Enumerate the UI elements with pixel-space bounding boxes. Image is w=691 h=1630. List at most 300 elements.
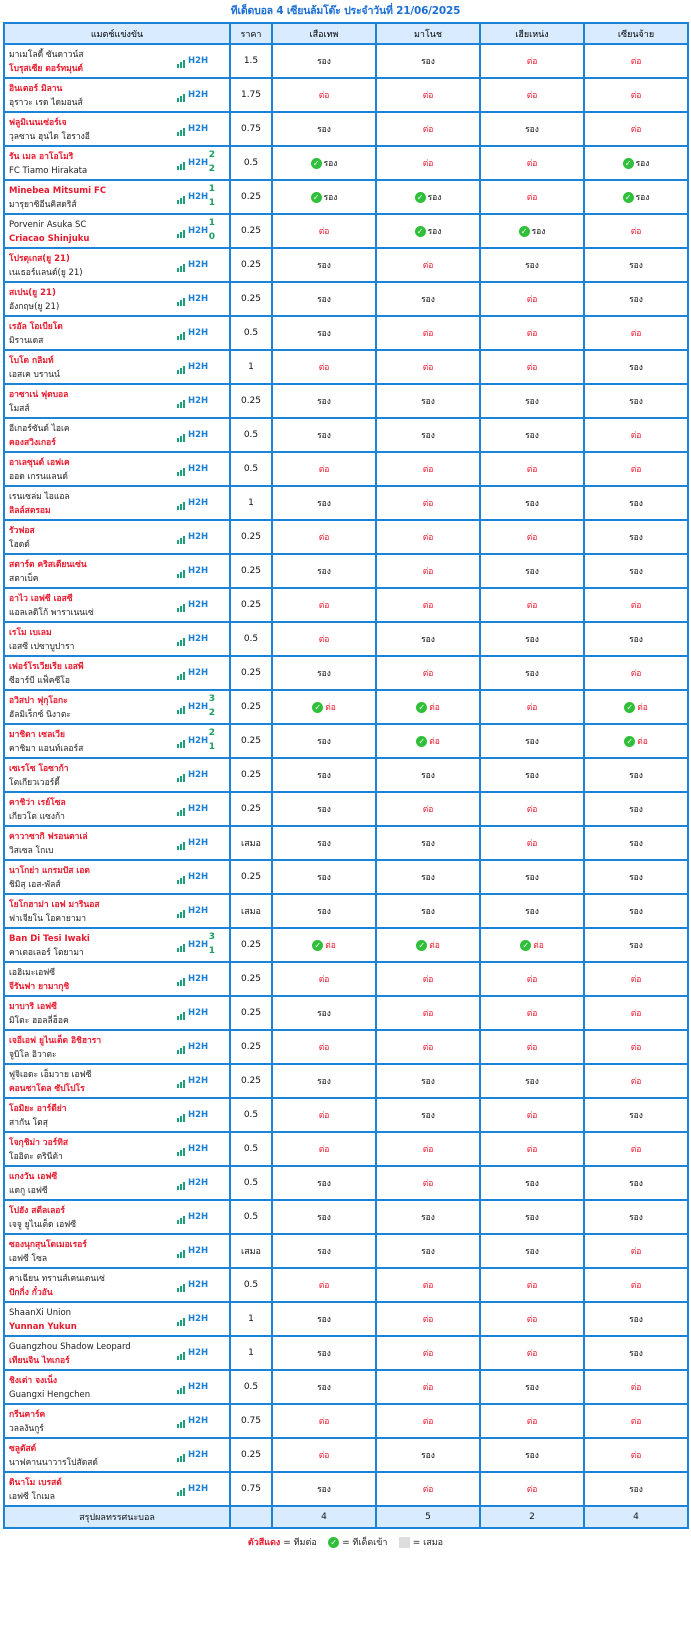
match-cell [4, 418, 230, 452]
pick-cell [376, 1268, 480, 1302]
away-team[interactable]: เอสเค บรานน์ [9, 370, 60, 380]
h2h-link[interactable] [177, 258, 208, 272]
away-team[interactable]: จีรันฟา ยามากุชิ [9, 982, 70, 992]
away-team[interactable]: โตเกียวเวอร์ดี้ [9, 778, 60, 788]
price-cell: 0.5 [230, 1268, 272, 1302]
home-team[interactable]: Minebea Mitsumi FC [9, 186, 107, 196]
check-circle-icon: ✓ [328, 1537, 339, 1548]
h2h-link[interactable] [177, 1074, 208, 1088]
home-team[interactable]: เฟอร์โรเวียเรีย เอสพี [9, 662, 84, 672]
h2h-link[interactable] [177, 1448, 208, 1462]
pick-value: รอง [525, 1179, 539, 1189]
h2h-link[interactable] [177, 904, 208, 918]
pick-cell [376, 44, 480, 78]
away-team[interactable]: วิสเซล โกเบ [9, 846, 54, 856]
h2h-link[interactable] [177, 1244, 208, 1258]
away-team[interactable]: แอลเลดิโก้ พาราเนนเซ่ [9, 608, 94, 618]
pick-cell [376, 758, 480, 792]
away-team[interactable]: จูบิโล อิวาตะ [9, 1050, 57, 1060]
match-cell [4, 1030, 230, 1064]
away-team[interactable]: โฮดด์ [9, 540, 30, 550]
header-tipster-2: มาโนช [376, 23, 480, 44]
pick-value: รอง [525, 737, 539, 747]
h2h-link[interactable] [177, 1108, 208, 1122]
pick-value: รอง [525, 499, 539, 509]
home-team[interactable]: ชิงเต่า จงเน็ง [9, 1376, 58, 1386]
home-team[interactable]: เรอัล โอเบียโด [9, 322, 63, 332]
pick-value: รอง [629, 499, 643, 509]
pick-cell [584, 282, 688, 316]
pick-value: รอง [629, 567, 643, 577]
h2h-label: H2H [188, 532, 209, 542]
h2h-link[interactable] [177, 802, 208, 816]
pick-cell [480, 1166, 584, 1200]
away-team[interactable]: เอฟซี โกเมล [9, 1492, 55, 1502]
away-team[interactable]: Yunnan Yukun [9, 1322, 77, 1332]
pick-value: รอง [317, 1213, 331, 1223]
home-team[interactable]: ฟลูมิเนนเซ่อร์เจ [9, 118, 67, 128]
away-team[interactable]: สตาเบ็ค [9, 574, 39, 584]
away-team[interactable]: โบรุสเซีย ดอร์ทมุนด์ [9, 64, 84, 74]
pick-cell [480, 860, 584, 894]
pick-value: ต่อ [318, 1043, 330, 1053]
away-team[interactable]: เกียวโต แซงก้า [9, 812, 65, 822]
bar-chart-icon [177, 598, 186, 612]
bar-chart-icon [177, 190, 186, 204]
bar-chart-icon [177, 258, 186, 272]
home-team[interactable]: สเปน(ยู 21) [9, 288, 56, 298]
price-cell: 0.25 [230, 656, 272, 690]
pick-cell [584, 758, 688, 792]
h2h-link[interactable] [177, 1006, 208, 1020]
home-team[interactable]: โยโกฮาม่า เอฟ มารินอส [9, 900, 100, 910]
home-team[interactable]: Porvenir Asuka SC [9, 220, 87, 230]
away-team[interactable]: Guangxi Hengchen [9, 1390, 91, 1400]
match-cell [4, 282, 230, 316]
pick-value: รอง [525, 1247, 539, 1257]
home-team[interactable]: เอฮิเมะเอฟซี [9, 968, 56, 978]
pick-value: ต่อ [630, 1077, 642, 1087]
h2h-link[interactable] [177, 700, 208, 714]
bar-chart-icon [177, 462, 186, 476]
home-team[interactable]: โปฮัง สตีลเลอร์ [9, 1206, 65, 1216]
away-team[interactable]: แดกู เอฟซี [9, 1186, 48, 1196]
home-team[interactable]: นาโกย่า แกรมปัส เอต [9, 866, 90, 876]
h2h-link[interactable] [177, 598, 208, 612]
bar-chart-icon [177, 1210, 186, 1224]
pick-cell [584, 656, 688, 690]
home-team[interactable]: คาเฉียน ทรานส์เคนเดนเซ่ [9, 1274, 105, 1284]
pick-value: ต่อ [318, 1145, 330, 1155]
bar-chart-icon [177, 1108, 186, 1122]
pick-cell [376, 1336, 480, 1370]
h2h-label: H2H [188, 1178, 209, 1188]
pick-cell [584, 690, 688, 724]
pick-cell [584, 860, 688, 894]
h2h-link[interactable] [177, 632, 208, 646]
bar-chart-icon [177, 1176, 186, 1190]
pick-cell [272, 486, 376, 520]
pick-cell [376, 1438, 480, 1472]
table-row [4, 792, 688, 826]
pick-cell [584, 1132, 688, 1166]
away-team[interactable]: โออิตะ ตรินีต้า [9, 1152, 63, 1162]
match-cell [4, 1132, 230, 1166]
away-team[interactable]: เทียนจิน ไทเกอร์ [9, 1356, 70, 1366]
away-team[interactable]: FC Tiamo Hirakata [9, 166, 88, 176]
pick-value: รอง [629, 397, 643, 407]
pick-cell [272, 622, 376, 656]
home-team[interactable]: Ban Di Tesi Iwaki [9, 934, 90, 944]
pick-value: ต่อ [526, 159, 538, 169]
pick-cell [480, 1064, 584, 1098]
away-team[interactable]: วุลซาน ฮุนได โฮรางอี [9, 132, 90, 142]
bar-chart-icon [177, 1482, 186, 1496]
match-cell [4, 1098, 230, 1132]
h2h-link[interactable] [177, 292, 208, 306]
pick-cell [376, 1370, 480, 1404]
h2h-label: H2H [188, 260, 209, 270]
pick-cell [584, 180, 688, 214]
h2h-link[interactable] [177, 564, 208, 578]
pick-value: รอง [629, 1315, 643, 1325]
pick-cell [272, 996, 376, 1030]
h2h-link[interactable] [177, 530, 208, 544]
home-team[interactable]: ฟูจิเอดะ เอ็มวาย เอฟซี [9, 1070, 92, 1080]
home-team[interactable]: โปรตุเกส(ยู 21) [9, 254, 70, 264]
predictions-table [3, 22, 689, 1529]
pick-cell [584, 1064, 688, 1098]
home-team[interactable]: เซเรโซ โอซาก้า [9, 764, 69, 774]
h2h-link[interactable] [177, 870, 208, 884]
match-score [209, 930, 215, 958]
h2h-link[interactable] [177, 1312, 208, 1326]
pick-value: ต่อ [630, 465, 642, 475]
home-team[interactable]: คาวาซากิ ฟรอนตาเล่ [9, 832, 88, 842]
pick-value: ต่อ [630, 1451, 642, 1461]
h2h-link[interactable] [177, 836, 208, 850]
pick-value: รอง [629, 261, 643, 271]
home-team[interactable]: โจกุชิม่า วอร์ทิส [9, 1138, 69, 1148]
pick-value: รอง [317, 1485, 331, 1495]
pick-cell [480, 1132, 584, 1166]
table-row [4, 962, 688, 996]
h2h-link[interactable] [177, 122, 208, 136]
check-circle-icon: ✓ [311, 192, 322, 203]
pick-cell [376, 78, 480, 112]
pick-value: รอง [317, 431, 331, 441]
h2h-link[interactable] [177, 734, 208, 748]
table-row [4, 690, 688, 724]
away-team[interactable]: คาเตอเลอร์ โตยามา [9, 948, 84, 958]
h2h-link[interactable] [177, 1176, 208, 1190]
away-team[interactable]: เจจู ยูไนเต็ด เอฟซี [9, 1220, 77, 1230]
h2h-link[interactable] [177, 462, 208, 476]
pick-value: ต่อ [630, 1247, 642, 1257]
pick-cell [272, 78, 376, 112]
away-team[interactable]: Criacao Shinjuku [9, 234, 90, 244]
price-cell: 0.25 [230, 1030, 272, 1064]
pick-cell [584, 452, 688, 486]
pick-value: รอง [421, 1111, 435, 1121]
pick-value: ต่อ [422, 975, 434, 985]
pick-cell [480, 894, 584, 928]
gray-square-icon [399, 1537, 410, 1548]
pick-value: รอง [525, 771, 539, 781]
bar-chart-icon [177, 428, 186, 442]
table-row [4, 282, 688, 316]
h2h-label: H2H [188, 226, 209, 236]
h2h-link[interactable] [177, 1040, 208, 1054]
away-team[interactable]: สากัน โตสุ [9, 1118, 48, 1128]
pick-cell [272, 1098, 376, 1132]
pick-cell [480, 384, 584, 418]
score-home: 1 [208, 218, 215, 228]
pick-cell [584, 1166, 688, 1200]
h2h-label: H2H [188, 600, 209, 610]
match-score [209, 182, 215, 210]
table-header-row [4, 23, 688, 44]
pick-value: ต่อ [422, 499, 434, 509]
header-match: แมตช์แข่งขัน [4, 23, 230, 44]
pick-cell [376, 418, 480, 452]
pick-cell [584, 1098, 688, 1132]
h2h-link[interactable] [177, 1380, 208, 1394]
pick-value: ต่อ [526, 1043, 538, 1053]
home-team[interactable]: มาชิดา เซลเวีย [9, 730, 65, 740]
h2h-link[interactable] [177, 1278, 208, 1292]
bar-chart-icon [177, 632, 186, 646]
away-team[interactable]: เอฟซี โซล [9, 1254, 48, 1264]
pick-value: รอง [525, 397, 539, 407]
home-team[interactable]: อาเลซุนด์ เอฟเค [9, 458, 70, 468]
h2h-link[interactable] [177, 938, 208, 952]
away-team[interactable]: โมสส์ [9, 404, 30, 414]
away-team[interactable]: คองสวิงเกอร์ [9, 438, 56, 448]
pick-value: รอง [525, 431, 539, 441]
check-circle-icon: ✓ [623, 192, 634, 203]
away-team[interactable]: อังกฤษ(ยู 21) [9, 302, 60, 312]
match-cell [4, 860, 230, 894]
pick-cell [272, 520, 376, 554]
h2h-link[interactable] [177, 394, 208, 408]
match-cell [4, 656, 230, 690]
pick-value: รอง [421, 907, 435, 917]
home-team[interactable]: อวิสปา ฟุกุโอกะ [9, 696, 68, 706]
pick-cell [480, 486, 584, 520]
h2h-link[interactable] [177, 1414, 208, 1428]
home-team[interactable]: เรนเซล่ม ไอแอล [9, 492, 70, 502]
home-team[interactable]: โบโด กลิมท์ [9, 356, 54, 366]
home-team[interactable]: ดินาโม เบรสต์ [9, 1478, 62, 1488]
pick-value: รอง [421, 1451, 435, 1461]
away-team[interactable]: ชิมิสุ เอส-พัลส์ [9, 880, 61, 890]
away-team[interactable]: เอสซี เปซาบูปารา [9, 642, 75, 652]
home-team[interactable]: อาไว เอฟซี เอสซี [9, 594, 73, 604]
h2h-label: H2H [188, 668, 209, 678]
away-team[interactable]: เนเธอร์แลนด์(ยู 21) [9, 268, 83, 278]
score-away: 0 [208, 232, 215, 242]
home-team[interactable]: Guangzhou Shadow Leopard [9, 1342, 131, 1352]
price-cell: เสมอ [230, 1234, 272, 1268]
pick-value: ต่อ [422, 567, 434, 577]
h2h-link[interactable] [177, 190, 208, 204]
pick-value: ต่อ [422, 465, 434, 475]
h2h-link[interactable] [177, 1142, 208, 1156]
h2h-link[interactable] [177, 428, 208, 442]
pick-cell [272, 860, 376, 894]
home-team[interactable]: อินเตอร์ มิลาน [9, 84, 63, 94]
pick-cell [584, 520, 688, 554]
pick-cell [584, 112, 688, 146]
pick-cell [480, 316, 584, 350]
pick-cell [376, 1132, 480, 1166]
home-team[interactable]: มาบาริ เอฟซี [9, 1002, 57, 1012]
home-team[interactable]: สตาร์ต คริสเตียนเซ่น [9, 560, 87, 570]
match-cell [4, 1370, 230, 1404]
home-team[interactable]: มาเมโลดี้ ซันดาวน์ส [9, 50, 84, 60]
check-circle-icon: ✓ [312, 940, 323, 951]
pick-value: รอง [635, 193, 650, 203]
h2h-link[interactable] [177, 1210, 208, 1224]
table-row [4, 1064, 688, 1098]
table-row [4, 1268, 688, 1302]
pick-value: ต่อ [422, 805, 434, 815]
home-team[interactable]: ShaanXi Union [9, 1308, 72, 1318]
home-team[interactable]: คาชิว่า เรย์โซล [9, 798, 66, 808]
price-cell: 0.25 [230, 520, 272, 554]
match-cell [4, 996, 230, 1030]
bar-chart-icon [177, 88, 186, 102]
bar-chart-icon [177, 496, 186, 510]
home-team[interactable]: ซลูตัสด์ [9, 1444, 37, 1454]
match-cell [4, 214, 230, 248]
away-team[interactable]: ออด เกรนแลนด์ [9, 472, 68, 482]
pick-cell [584, 962, 688, 996]
away-team[interactable]: ปักกิ่ง กั๋วอัน [9, 1288, 53, 1298]
pick-cell [272, 588, 376, 622]
home-team[interactable]: อีเกอร์ซันด์ ไอเค [9, 424, 70, 434]
home-team[interactable]: แกงวัน เอฟซี [9, 1172, 58, 1182]
pick-cell [376, 146, 480, 180]
pick-cell [376, 452, 480, 486]
pick-value: รอง [421, 771, 435, 781]
legend-red-desc: = ทีมต่อ [283, 1538, 317, 1548]
away-team[interactable]: มิรานเดส [9, 336, 44, 346]
h2h-link[interactable] [177, 156, 208, 170]
away-team[interactable]: คอนซาโดล ซัปโปโร [9, 1084, 85, 1094]
price-cell: 0.5 [230, 1370, 272, 1404]
away-team[interactable]: ลิลล์สตรอม [9, 506, 51, 516]
h2h-label: H2H [188, 1076, 209, 1086]
away-team[interactable]: นาฟคานนาวารโปสัดสด์ [9, 1458, 98, 1468]
home-team[interactable]: กรีนคาร์ค [9, 1410, 46, 1420]
pick-value: รอง [629, 1349, 643, 1359]
h2h-label: H2H [188, 396, 209, 406]
match-cell [4, 146, 230, 180]
away-team[interactable]: วลลงันกูร์ [9, 1424, 44, 1434]
h2h-link[interactable] [177, 1346, 208, 1360]
pick-value: ต่อ [422, 159, 434, 169]
h2h-link[interactable] [177, 972, 208, 986]
pick-value: ต่อ [422, 1485, 434, 1495]
pick-value: รอง [317, 873, 331, 883]
pick-cell [376, 1472, 480, 1506]
pick-value: รอง [635, 159, 650, 169]
pick-value: ต่อ [526, 193, 538, 203]
h2h-link[interactable] [177, 224, 208, 238]
table-row [4, 1370, 688, 1404]
match-cell [4, 1166, 230, 1200]
pick-cell [480, 180, 584, 214]
home-team[interactable]: เจอีเอฟ ยูไนเต็ด อิชิฮารา [9, 1036, 102, 1046]
match-cell [4, 78, 230, 112]
away-team[interactable]: ฟาเจียโน โอคายามา [9, 914, 86, 924]
pick-value: รอง [629, 363, 643, 373]
home-team[interactable]: ซองนุกสุนโดเมอเรอร์ [9, 1240, 87, 1250]
away-team[interactable]: มิโตะ ฮอลลี่ฮ็อค [9, 1016, 69, 1026]
pick-cell [272, 962, 376, 996]
home-team[interactable]: เรโม เบเลม [9, 628, 52, 638]
page-title: ทีเด็ดบอล 4 เซียนล้มโต๊ะ ประจำวันที่ 21/06/2025 [230, 5, 461, 17]
table-row [4, 1166, 688, 1200]
summary-label: สรุปผลทรรศนะบอล [4, 1506, 230, 1528]
away-team[interactable]: ซีอาร์บี แฟ็คซีโอ [9, 676, 70, 686]
h2h-link[interactable] [177, 54, 208, 68]
pick-value: รอง [317, 1179, 331, 1189]
h2h-link[interactable] [177, 768, 208, 782]
away-team[interactable]: คาชิมา แอนท์เลอร์ส [9, 744, 84, 754]
pick-value: ต่อ [318, 91, 330, 101]
home-team[interactable]: โอมิยะ อาร์ดีย่า [9, 1104, 67, 1114]
pick-value: รอง [531, 227, 546, 237]
h2h-label: H2H [188, 702, 209, 712]
check-circle-icon: ✓ [623, 158, 634, 169]
h2h-link[interactable] [177, 326, 208, 340]
pick-value: รอง [317, 669, 331, 679]
price-cell: 0.5 [230, 146, 272, 180]
home-team[interactable]: รัวฟอส [9, 526, 35, 536]
bar-chart-icon [177, 768, 186, 782]
pick-value: ต่อ [630, 1043, 642, 1053]
pick-cell [272, 1030, 376, 1064]
h2h-link[interactable] [177, 88, 208, 102]
bar-chart-icon [177, 530, 186, 544]
price-cell: 1 [230, 1302, 272, 1336]
h2h-link[interactable] [177, 666, 208, 680]
pick-cell [376, 690, 480, 724]
bar-chart-icon [177, 836, 186, 850]
bar-chart-icon [177, 292, 186, 306]
away-team[interactable]: อุราวะ เรด ไดมอนส์ [9, 98, 83, 108]
h2h-link[interactable] [177, 496, 208, 510]
pick-cell [272, 928, 376, 962]
table-row [4, 622, 688, 656]
home-team[interactable]: อาซาเน่ ฟุตบอล [9, 390, 69, 400]
bar-chart-icon [177, 1312, 186, 1326]
pick-cell [480, 1302, 584, 1336]
pick-value: ต่อ [630, 1145, 642, 1155]
price-cell: 1 [230, 1336, 272, 1370]
home-team[interactable]: รัน เมล อาโอโมริ [9, 152, 74, 162]
legend-check-desc: = ทีเด็ดเข้า [342, 1538, 388, 1548]
pick-cell [376, 384, 480, 418]
h2h-link[interactable] [177, 360, 208, 374]
h2h-label: H2H [188, 1450, 209, 1460]
away-team[interactable]: มารุยาซิอีนคิสดริส์ [9, 200, 77, 210]
away-team[interactable]: ฮัลมิเร็กซ์ นิงาตะ [9, 710, 71, 720]
h2h-link[interactable] [177, 1482, 208, 1496]
